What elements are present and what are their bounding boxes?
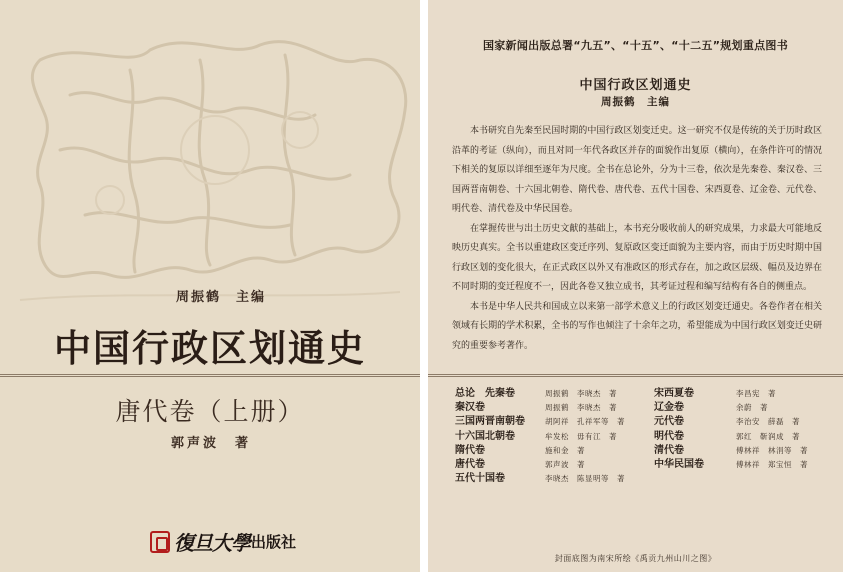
volume-name: 中华民国卷 — [654, 458, 704, 470]
back-book-title: 中国行政区划通史 — [579, 78, 692, 93]
back-editor-line: 周振鹤 主编 — [601, 96, 670, 108]
cover-image-note: 封面底图为南宋所绘《禹贡九州山川之图》 — [554, 554, 717, 563]
volume-row — [654, 441, 808, 455]
volume-row — [455, 455, 625, 469]
volume-name: 总论 先秦卷 — [455, 388, 515, 399]
volumes-rule — [428, 374, 843, 377]
volume-row — [455, 384, 625, 398]
volume-row — [654, 384, 808, 398]
front-cover — [0, 0, 420, 572]
volume-name: 秦汉卷 — [455, 402, 485, 414]
publisher-suffix: 出版社 — [251, 533, 297, 551]
volume-authors: 傅林祥 郑宝恒 著 — [736, 459, 808, 469]
volume-authors: 郭红 靳润成 著 — [736, 431, 800, 441]
volume-authors: 李昌宪 著 — [736, 389, 776, 398]
book-title: 中国行政区划通史 — [54, 327, 366, 370]
volume-name: 清代卷 — [654, 444, 684, 456]
description-paragraph: 在掌握传世与出土历史文献的基础上，本书充分吸收前人的研究成果，力求最大可能地反映历史真实。全书以重建政区变迁序列、复原政区变迁面貌为主要内容，而由于历史时期中国行政区划的变化很大，在正式政区以外又有准政区的形式存在，加之政区层级、幅员及边界在不同时期的变迁程度不一，因此各卷又独立成书，其考证过程和编写结构有各自的侧重点。 — [452, 223, 822, 292]
author-line: 郭声波 著 — [171, 436, 252, 451]
volume-name: 十六国北朝卷 — [455, 430, 515, 442]
publisher-logo — [150, 527, 296, 556]
title-rule — [0, 374, 420, 377]
volume-list — [428, 384, 843, 494]
volume-row — [455, 469, 625, 483]
volume-column-right — [654, 384, 808, 469]
volume-name: 元代卷 — [654, 416, 684, 428]
volume-row — [654, 455, 808, 469]
volume-authors: 施和金 著 — [545, 445, 585, 455]
volume-authors: 李治安 薛磊 著 — [736, 417, 800, 427]
volume-row — [654, 398, 808, 412]
volume-authors: 周振鹤 李晓杰 著 — [545, 403, 617, 413]
volume-name: 五代十国卷 — [455, 473, 505, 485]
volume-authors: 郭声波 著 — [545, 459, 585, 469]
description-paragraph: 本书研究自先秦至民国时期的中国行政区划变迁史。这一研究不仅是传统的关于历时政区沿革的考证（纵向），而且对同一年代各政区并存的面貌作出复原（横向），在条件许可的情况下相关的复原以详细至逐年为尺度。全书在总论外，分为十三卷，依次是先秦卷、秦汉卷、三国两晋南朝卷、十六国北朝卷、隋代卷、唐代卷、五代十国卷、宋西夏卷、辽金卷、元代卷、明代卷、清代卷及中华民国卷。 — [452, 126, 822, 214]
description-paragraph: 本书是中华人民共和国成立以来第一部学术意义上的行政区划变迁通史。各卷作者在相关领域有长期的学术积累，全书的写作也倾注了十余年之功，希望能成为中国行政区划变迁史研究的重要参考著作。 — [452, 301, 822, 351]
volume-name: 隋代卷 — [455, 444, 485, 456]
description — [452, 122, 822, 356]
volume-authors: 牟发松 毋有江 著 — [545, 431, 617, 441]
volume-row — [455, 441, 625, 455]
series-line: 国家新闻出版总署“九五”、“十五”、“十二五”规划重点图书 — [482, 39, 789, 52]
volume-row — [455, 412, 625, 426]
volume-name: 明代卷 — [654, 430, 684, 442]
volume-authors: 胡阿祥 孔祥军等 著 — [545, 417, 625, 427]
volume-name: 辽金卷 — [654, 402, 684, 414]
seal-icon — [150, 531, 170, 553]
volume-name: 三国两晋南朝卷 — [455, 416, 525, 428]
volume-name: 唐代卷 — [455, 458, 485, 470]
publisher-calligraphy: 復旦大學 — [174, 531, 250, 555]
volume-column-left — [455, 384, 625, 483]
volume-authors: 周振鹤 李晓杰 著 — [545, 389, 617, 398]
spine-gap — [420, 0, 428, 572]
back-cover — [428, 0, 843, 572]
volume-authors: 余蔚 著 — [736, 403, 768, 413]
volume-row — [455, 398, 625, 412]
volume-authors: 傅林祥 林涓等 著 — [736, 445, 808, 455]
volume-row — [654, 412, 808, 426]
volume-name: 宋西夏卷 — [654, 388, 694, 399]
volume-row — [654, 427, 808, 441]
volume-row — [455, 427, 625, 441]
volume-title: 唐代卷（上册） — [115, 397, 305, 426]
volume-authors: 李晓杰 陈显明等 著 — [545, 474, 625, 484]
editor-line: 周振鹤 主编 — [176, 290, 267, 305]
